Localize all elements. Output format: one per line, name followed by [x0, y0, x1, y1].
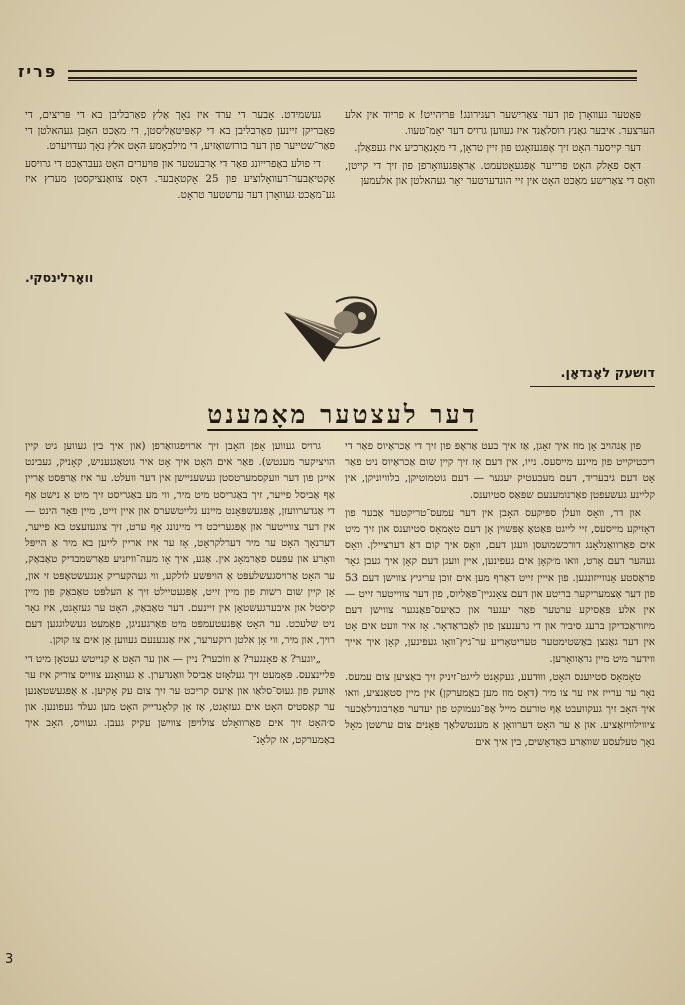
- top-left-paragraph: געשמידט. אָבער די ערד איז נאָך אַלץ פאַרבליבן בא די פּריצים, די פאַבריקן זיינען פאַרבליבן בא די קאַפּיטאַליסטן, די מאַכט האָבן געהאלטן די פאַר־שטייער פון דער בורזשואַזיע, די מילכאָמע האָט אלץ נאָך געדויערט.: [25, 109, 335, 153]
- section-rule: [530, 386, 655, 387]
- header-title: פּריז: [18, 62, 58, 81]
- story-left-paragraph: גרויס געווען אָפן האָבן זיך ארויפגוואַרפן (און איך בין געווען גיט קיין הויציקער מענטש). פאַר אים האָט איך אָט איר גוטאַגנעניש, קאָניק, געבינט אייגן פון דער וועקסמערטסטן געשעניישן אין דער וועלט. ער איז אַרפּסט אַריין אַף אַביסל פייער, זיך באַגריסט מיט מיר, ווי מע באַגריסט זיך מיט אַ נישט אַף די אַנדערוועזן, אָפּגעשפּאָנט מיינע גלייטשערס און איין זייט, מיין פאָר הינט — אין דער צווייטער און אָפּגעריכט די מיינונג אָף ערט, זיך צוגעזעצט בא פייער, דערנאָך האָט ער מיר דערלקראָט, אָז ער איז אריין לייען בא מיר אַ הייפּל וואָרע און עפּעס פאַרמאָג אין. אַגע, איך אָו מעה־וויזניע פאַרשמבדיק טאַבאַק, ער האָט אַרויסגעשלעפּט אַ הויפּשע לולקע, ווי געהקעריק אָנגעשטאָפּט זי און, אָן קיין שום רשות פון מיין זייט, אָפּגעטיילט זיך אַ העלפּט טאַבאַק פון מיין קיסטל און איבערגעשטאָן אין זיינעם. דער טאַבאַק, האָט ער געזאָגט, איז גאָר ניט שלעכט. ער האָט אָפּגעטעמפּט מיט פאַרגעניגן, פאַמעט געשלוגגען דעם רויך, און מיר, ווי אָן אלטן רוקערער, איז אַנגענעם געווען אָן אים צו קוקן.: [25, 440, 335, 647]
- top-right-paragraph: דער קייסער האָט זיך אָפּגעזאָגט פון זיין טראָן, די מאָנאַרכיע איז געפאַלן.: [354, 142, 641, 155]
- top-right-paragraph: דאָס פאָלק האָט פרייער אָפּגעאָטעמט. אַראָפּגעוואָרפן פון זיך די קייטן, וואָס די צאַרישע מאַכט האָט אין זיי הונדערטער יאָר געהאלטן און אלעמען: [345, 159, 655, 188]
- top-left-paragraph: די פולע באַפרייונג פאַר די אַרבעטער און פּויערים האָט געבראַכט די גרויסע אָקטיאַבער־רעוואָלוציע פון 25 אָקטאָבער. דאָס צוואַנציקסטן מערץ איז גע־מאַכט געוואָרן דער ערשטער טראָט.: [25, 157, 335, 201]
- article-headline: דער לעצטער מאָמענט: [207, 400, 478, 429]
- story-right-paragraph: פון אַנהויב אָן מוז איך זאָגן, אַז איך בעט אַראָפּ פון זיך די אַכראַיוס פאַר די ריכטיקייט פון מיינע מייסעס. נייו, אין דעם אָז זיך קיין שום אַכראַיוס ניט פאַר אָט דעם גיבעריד, דעם מעבעטיק יעגער — דעם גוטמוטיקן, בלוויוניקן, אין קליינע געשעפטן פאַרנומענעם שפּאַס סטיוענס.: [345, 440, 655, 501]
- top-right-paragraph: פּאַטער געוואָרן פון דער צאַרישער רעגירונג! פּריהייט! א פריוד אין אלע הערצער. איבער גאַנץ רוסלאַנד איז געווען גרויס דער יאָמ־טעוו.: [345, 109, 655, 137]
- header-thin-rule: [68, 80, 637, 81]
- top-article-right-column: [345, 108, 655, 192]
- section-label: דושעק לאָנדאָן.: [560, 366, 655, 381]
- story-right-paragraph: טאָמאָס סטיוענס האָט, וווּדעע, געקאָנט לייגט־זיניק זיך באַציען צום עמעס. נאָר ער ערייז איז ער צו מיר (דאָס מוז מען באַמערקן) אין מיין סטאַנציע, וואו איך האָב זיך געקוועבט אַף טורעם מייל אָפּ־געמוקט פון יעדער פאַרבונדלאַכער ציווילוויזאַציע. און אַ ער האָט דערוואָן אַ מענטשלאַך פּאָנים צום ערשטן מאָל נאָך טעלעסע שוואַרע כאַדאָשים, בין איך אים: [345, 670, 655, 748]
- author-signature: וואָרלינסקי.: [25, 270, 94, 285]
- story-right-column: [345, 438, 655, 752]
- header-double-rule: [68, 70, 637, 79]
- page-number: 3: [5, 952, 14, 967]
- decorative-ornament-icon: [276, 292, 396, 364]
- story-left-column: [25, 438, 335, 750]
- story-right-paragraph: און דר, וואָס וועלן ספּיקעס האָבן אין דער עמעס־טריקטער אַבער פון דאָזיקע מייסעס, זיי לייגט פּאַטאָ אָפּשוין אָן דעם טאָמאָס סטיוענס און זיך מיט אים פאַרוואַנלאָנג דורכשמועסן וועגן דעם, וואָס איך קום דאַ דערציילן. וואָס געהער דעם אָרט, וואו מ׳קאָן אים געפינען, איין וועגן דעם קאָן איך געבן גאָר פראַסטע אָנווייזונגען. פון אייין זייט דאַרף מען אים זוכן עריגיץ צווישן דעם 53 פון דער אַצמעריקער בריטע און דעם צאָנגיין־פּאַליוס, פון דער צווייטער זייט — אין אלע פּאַסיקע ערטער פאַר יעגער און כאַיעס־פאַנגער צווישן דעם מיזוראַכדיקן ברעג סיביר און די גרענעצן פון לאַבראַדאָר. אָז איר וועט אים אָט אין דער גאַנצן באַשטימטער טעריטאָריע ער־גיץ־וואָו געפינען, קאָן איך אייך ווידער מיט מיין גראַוואָרען.: [345, 506, 655, 665]
- story-left-paragraph: „יוגער? אַ פאָנגער? אַ וווֹכער? ניין — און ער האָט אַ קנייטש געטאָן מיט די פּליינצעס. פּאָמעט זיך געלאָזט אַביסל וואַנדערן. אַ געוואָנע צווייס צוריק איז ער אַוועק פון געוּס־סלאַו און אַיעס קריכט ער זיך צום עק אָקיען. אַ אָפּגעשטאַנען ער קאַסטיס האָט אים געזאָגט, אַז אָן קלאָנדייק האָט מען געלד געפונען. און ס׳האָט זיך אים פאַרוואָלט צולויפן צווישן עקיק געבן. געוויס, האָב איך באַמערקט, אז קלאָנ־: [25, 652, 335, 746]
- top-article-left-column: [25, 108, 335, 206]
